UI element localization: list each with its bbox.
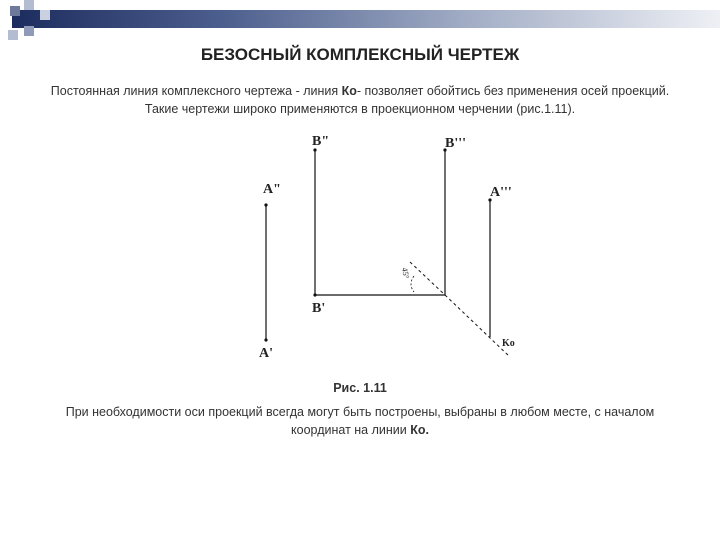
label-b3: B''' bbox=[445, 136, 467, 151]
point-a2 bbox=[264, 203, 267, 206]
label-a3: A''' bbox=[490, 185, 512, 200]
outro-term: Ко. bbox=[410, 423, 429, 437]
angle-arc bbox=[411, 276, 414, 292]
ko-line-extension bbox=[410, 262, 445, 295]
label-ko: Ko bbox=[502, 338, 515, 349]
label-a1: A' bbox=[259, 346, 273, 361]
outro-text-start: При необходимости оси проекций всегда могут быть построены, выбраны в любом месте, с началом координат на линии bbox=[65, 405, 655, 437]
intro-text-end: - позволяет обойтись без применения осей проекций. Такие чертежи широко применяются в проекционном черчении (рис.1.11). bbox=[144, 84, 670, 116]
point-b1 bbox=[313, 293, 316, 296]
page-title: БЕЗОСНЫЙ КОМПЛЕКСНЫЙ ЧЕРТЕЖ bbox=[200, 45, 520, 64]
figure-caption: Рис. 1.11 bbox=[333, 381, 387, 395]
label-b2: B" bbox=[312, 134, 330, 149]
label-angle: 45° bbox=[400, 266, 411, 280]
outro-paragraph bbox=[40, 403, 680, 439]
label-b1: B' bbox=[312, 301, 326, 316]
point-a1 bbox=[264, 338, 267, 341]
label-a2: A" bbox=[263, 182, 281, 197]
intro-text-start: Постоянная линия комплексного чертежа - линия bbox=[50, 84, 342, 98]
intro-term: Ко bbox=[341, 84, 357, 98]
ko-line bbox=[445, 295, 510, 357]
